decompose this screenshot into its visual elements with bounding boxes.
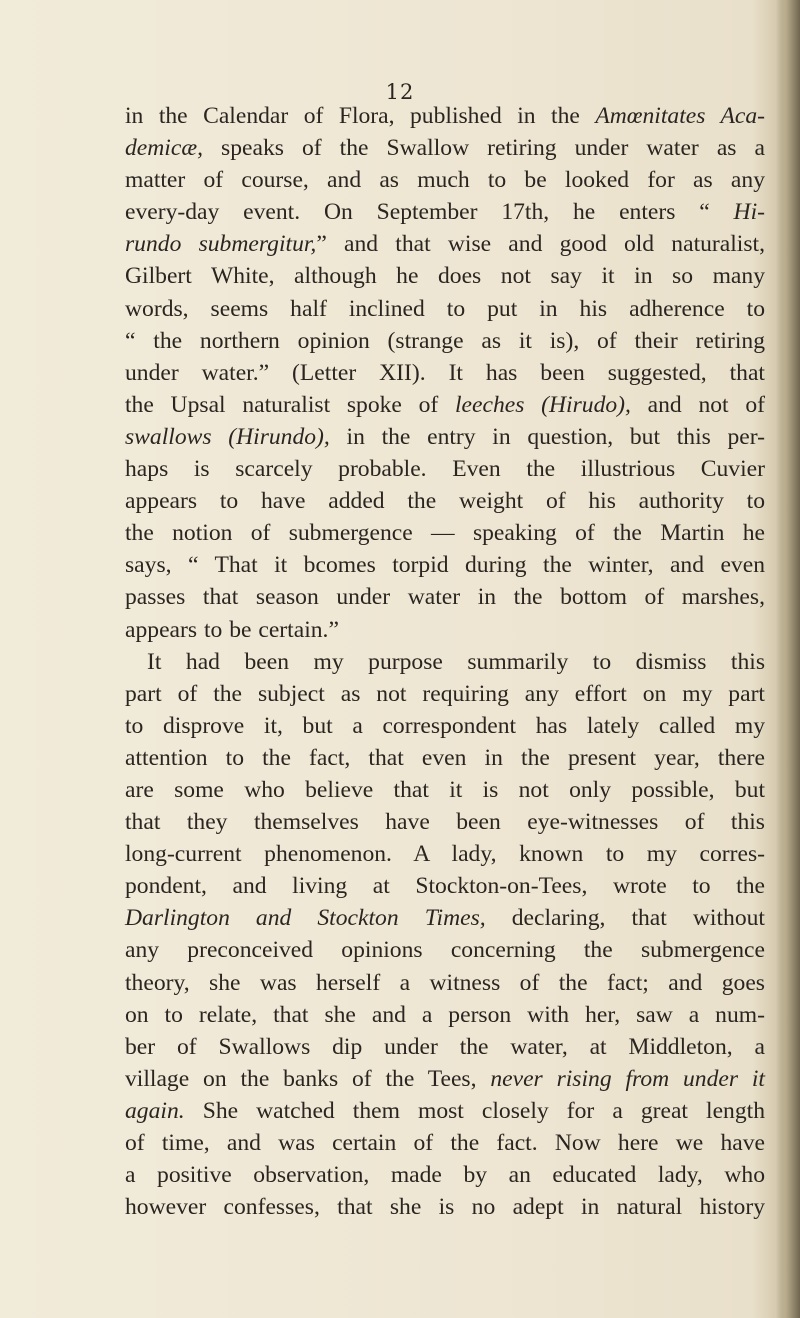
text-run: of time, and was certain of the fact. Now here we have <box>125 1130 765 1156</box>
text-run: attention to the fact, that even in the present year, there <box>125 744 765 771</box>
text-line <box>125 453 765 485</box>
text-line <box>125 549 765 581</box>
text-run: says, “ That it bcomes torpid during the winter, and even <box>125 552 765 579</box>
text-line <box>125 485 765 517</box>
italic-text: rundo submergitur, <box>125 231 317 258</box>
text-line <box>125 132 765 164</box>
text-run: long-current phenomenon. A lady, known to my corres- <box>125 841 765 868</box>
text-run: the notion of submergence — speaking of the Martin he <box>125 520 765 547</box>
text-run: the Upsal naturalist spoke of <box>125 391 455 418</box>
text-line <box>125 1191 765 1223</box>
text-run: however confesses, that she is no adept in natural history <box>125 1194 765 1221</box>
text-run: Gilbert White, although he does not say it in so many <box>125 263 765 290</box>
text-line <box>125 614 765 646</box>
italic-text: Hi- <box>733 199 765 226</box>
text-run: ber of Swallows dip under the water, at Middleton, a <box>125 1033 765 1060</box>
text-line <box>125 934 765 966</box>
text-line <box>125 196 765 228</box>
text-run: in the Calendar of Flora, published in the <box>125 103 596 129</box>
text-run: appears to be certain.” <box>125 616 339 643</box>
text-line <box>125 517 765 549</box>
text-run: a positive observation, made by an educated lady, who <box>125 1162 765 1189</box>
text-line <box>125 1095 765 1127</box>
text-line <box>125 389 765 421</box>
text-run: words, seems half inclined to put in his adherence to <box>125 295 765 322</box>
text-run: every-day event. On September 17th, he enters “ <box>125 199 734 226</box>
text-line <box>125 1127 765 1159</box>
text-line <box>125 967 765 999</box>
italic-text: Darlington and Stockton Times, <box>125 905 486 932</box>
italic-text: swallows (Hirundo), <box>125 423 330 450</box>
text-line <box>125 164 765 196</box>
text-run: haps is scarcely probable. Even the illustrious Cuvier <box>125 456 765 483</box>
text-line <box>125 774 765 806</box>
page-number: 12 <box>385 80 415 104</box>
text-line <box>125 293 765 325</box>
text-run: part of the subject as not requiring any effort on my part <box>125 680 765 707</box>
text-run: and not of <box>630 391 765 418</box>
text-line <box>125 1063 765 1095</box>
text-run: village on the banks of the Tees, <box>125 1065 491 1092</box>
text-line <box>125 260 765 292</box>
text-line <box>125 806 765 838</box>
text-run: pondent, and living at Stockton-on-Tees, wrote to the <box>125 873 765 900</box>
text-run: passes that season under water in the bottom of marshes, <box>125 584 765 611</box>
text-run: theory, she was herself a witness of the fact; and goes <box>125 969 765 996</box>
text-line <box>125 902 765 934</box>
text-run: on to relate, that she and a person with her, saw a num- <box>125 1001 765 1028</box>
text-run: declaring, that without <box>485 905 765 932</box>
text-line <box>125 228 765 260</box>
text-run: speaks of the Swallow retiring under water as a <box>202 135 765 162</box>
text-line <box>125 1031 765 1063</box>
text-run: that they themselves have been eye-witnesses of this <box>125 809 765 836</box>
text-run: any preconceived opinions concerning the submergence <box>125 937 765 964</box>
text-run: to disprove it, but a correspondent has lately called my <box>125 712 765 739</box>
italic-text: demicæ, <box>125 135 203 162</box>
text-run: She watched them most closely for a great length <box>184 1097 765 1124</box>
text-run: matter of course, and as much to be looked for as any <box>125 167 765 194</box>
text-run: appears to have added the weight of his authority to <box>125 488 765 515</box>
italic-text: again. <box>125 1097 185 1124</box>
text-run: are some who believe that it is not only possible, but <box>125 776 765 803</box>
text-run: in the entry in question, but this per- <box>329 423 766 450</box>
text-line <box>125 999 765 1031</box>
text-run: It had been my purpose summarily to dismiss this <box>147 648 765 675</box>
text-line <box>125 678 765 710</box>
page-spine-shadow <box>776 0 800 1318</box>
text-line <box>125 421 765 453</box>
text-line <box>125 710 765 742</box>
text-line <box>125 581 765 613</box>
body-text <box>125 100 765 1223</box>
italic-text: Amœnitates Aca- <box>595 103 765 129</box>
text-line <box>125 325 765 357</box>
text-run: “ the northern opinion (strange as it is), of their retiring <box>125 327 765 354</box>
text-line <box>125 357 765 389</box>
text-line <box>125 100 765 132</box>
text-line <box>125 838 765 870</box>
text-run: ” and that wise and good old naturalist, <box>316 231 766 258</box>
text-line <box>125 870 765 902</box>
text-line <box>125 646 765 678</box>
text-run: under water.” (Letter XII). It has been suggested, that <box>125 359 765 386</box>
text-line <box>125 1159 765 1191</box>
italic-text: leeches (Hirudo), <box>455 391 631 418</box>
text-line <box>125 742 765 774</box>
italic-text: never rising from under it <box>490 1065 765 1092</box>
